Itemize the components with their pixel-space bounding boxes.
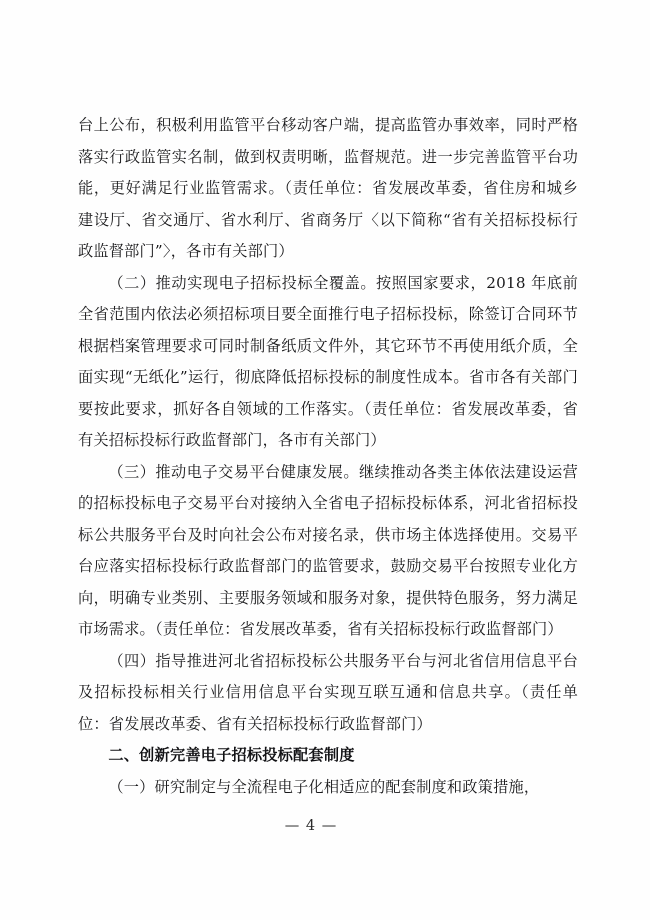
page-number: — 4 — bbox=[284, 818, 338, 834]
page-number-footer bbox=[0, 818, 650, 834]
paragraph-item-three: （三）推动电子交易平台健康发展。继续推动各类主体依法建设运营的招标投标电子交易平台对接纳入全省电子招标投标体系，河北省招标投标公共服务平台及时向社会公布对接名录，供市场主体选择使用。交易平台应落实招标投标行政监督部门的监管要求，鼓励交易平台按照专业化方向，明确专业类别、主要服务领域和服务对象，提供特色服务，努力满足市场需求。（责任单位：省发展改革委，省有关招标投标行政监督部门） bbox=[78, 462, 578, 638]
section-heading-two: 二、创新完善电子招标投标配套制度 bbox=[108, 746, 355, 764]
document-body bbox=[78, 110, 578, 803]
paragraph-item-five: （一）研究制定与全流程电子化相适应的配套制度和政策措施， bbox=[108, 777, 540, 796]
paragraph-item-four: （四）指导推进河北省招标投标公共服务平台与河北省信用信息平台及招标投标相关行业信用信息平台实现互联互通和信息共享。（责任单位：省发展改革委、省有关招标投标行政监督部门） bbox=[78, 651, 578, 733]
paragraph-item-two: （二）推动实现电子招标投标全覆盖。按照国家要求，2018 年底前全省范围内依法必须招标项目要全面推行电子招标投标，除签订合同环节根据档案管理要求可同时制备纸质文件外，其它环节不再使用纸介质，全面实现“无纸化”运行，彻底降低招标投标的制度性成本。省市各有关部门要按此要求，抓好各自领域的工作落实。（责任单位：省发展改革委，省有关招标投标行政监督部门，各市有关部门） bbox=[78, 273, 578, 449]
paragraph-continued: 台上公布，积极利用监管平台移动客户端，提高监管办事效率，同时严格落实行政监管实名制，做到权责明晰，监督规范。进一步完善监管平台功能，更好满足行业监管需求。（责任单位：省发展改革委，省住房和城乡建设厅、省交通厅、省水利厅、省商务厅〈以下简称“省有关招标投标行政监督部门”〉，各市有关部门） bbox=[78, 116, 578, 260]
